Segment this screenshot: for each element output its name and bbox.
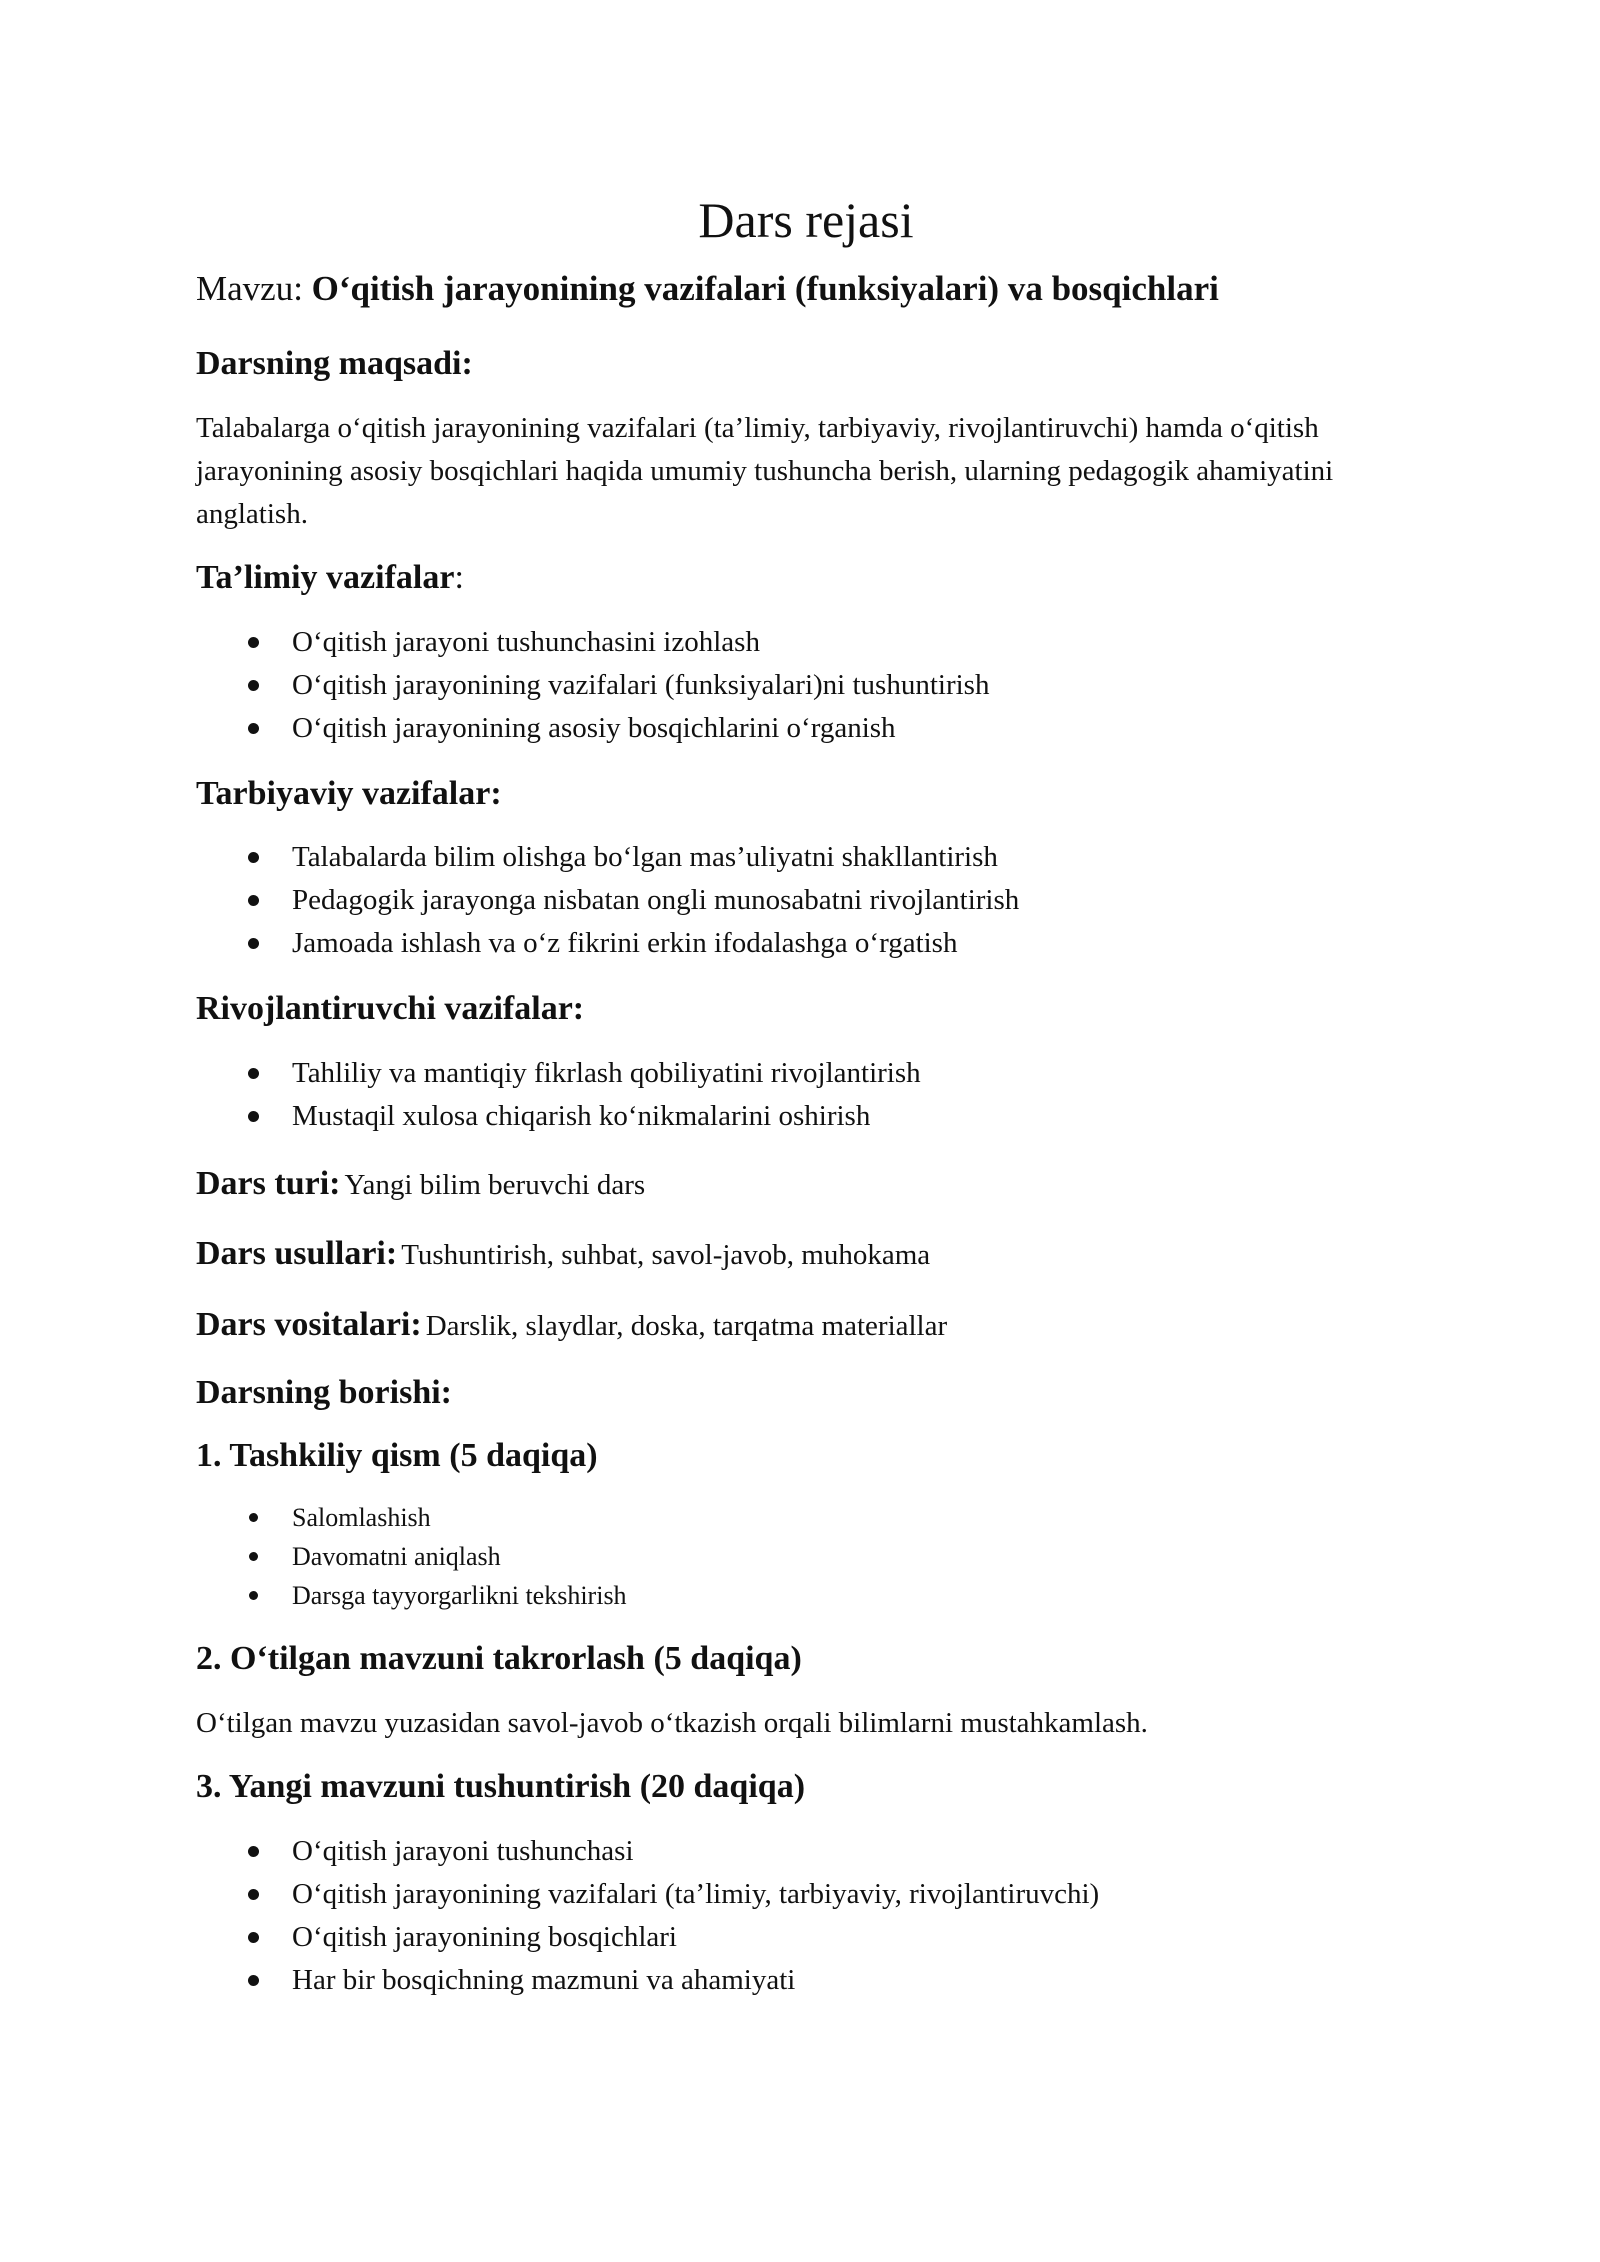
list-item [196, 1576, 1416, 1615]
educational-heading [196, 558, 1416, 599]
list-item [196, 1052, 1416, 1095]
list-item [196, 922, 1416, 965]
list-item-text: Mustaqil xulosa chiqarish ko‘nikmalarini oshirish [292, 1100, 871, 1133]
list-item-text: O‘qitish jarayonining bosqichlari [292, 1920, 677, 1953]
list-item-text: Jamoada ishlash va o‘z fikrini erkin ifodalashga o‘rgatish [292, 927, 958, 960]
step3-list [196, 1830, 1416, 2002]
list-item-text: Davomatni aniqlash [292, 1542, 501, 1572]
lesson-methods-value: Tushuntirish, suhbat, savol-javob, muhokama [401, 1239, 931, 1272]
list-item-text: O‘qitish jarayoni tushunchasi [292, 1834, 634, 1867]
list-item-text: Salomlashish [292, 1503, 431, 1533]
bullet-icon [248, 852, 259, 863]
step1-heading: 1. Tashkiliy qism (5 daqiqa) [196, 1436, 598, 1474]
goal-text: Talabalarga o‘qitish jarayonining vazifalari (ta’limiy, tarbiyaviy, rivojlantiruvchi) hamda o‘qitish jarayonining asosiy bosqichlari haqida umumiy tushuncha berish, ularning pedagogik ahamiyatini anglatish. [196, 411, 1334, 530]
educational-heading-text: Ta’limiy vazifalar [196, 558, 455, 596]
list-item-text: Har bir bosqichning mazmuni va ahamiyati [292, 1963, 796, 1996]
lesson-flow-heading: Darsning borishi: [196, 1373, 452, 1411]
list-item-text: O‘qitish jarayonining vazifalari (ta’limiy, tarbiyaviy, rivojlantiruvchi) [292, 1877, 1100, 1910]
list-item [196, 1873, 1416, 1916]
lesson-tools-row [196, 1303, 1416, 1347]
developmental-list [196, 1052, 1416, 1138]
list-item [196, 707, 1416, 750]
bullet-icon [248, 723, 259, 734]
lesson-tools-value: Darslik, slaydlar, doska, tarqatma materiallar [425, 1309, 948, 1342]
lesson-tools-label: Dars vositalari: [196, 1305, 422, 1343]
list-item-text: O‘qitish jarayoni tushunchasini izohlash [292, 625, 760, 658]
topic-label: Mavzu: [196, 269, 303, 308]
bullet-icon [248, 1932, 259, 1943]
lesson-type-row [196, 1162, 1416, 1206]
bullet-icon [248, 680, 259, 691]
bullet-icon [248, 1068, 259, 1079]
upbringing-heading: Tarbiyaviy vazifalar: [196, 774, 502, 812]
step3-heading: 3. Yangi mavzuni tushuntirish (20 daqiqa) [196, 1768, 806, 1806]
list-item-text: Tahliliy va mantiqiy fikrlash qobiliyatini rivojlantirish [292, 1057, 921, 1090]
bullet-icon [248, 938, 259, 949]
educational-list [196, 621, 1416, 750]
lesson-methods-row [196, 1232, 1416, 1276]
list-item-text: O‘qitish jarayonining asosiy bosqichlarini o‘rganish [292, 711, 896, 744]
list-item [196, 879, 1416, 922]
list-item [196, 1537, 1416, 1576]
list-item [196, 1916, 1416, 1959]
bullet-icon [248, 895, 259, 906]
list-item [196, 664, 1416, 707]
bullet-icon [248, 1846, 259, 1857]
list-item [196, 1959, 1416, 2002]
list-item-text: O‘qitish jarayonining vazifalari (funksiyalari)ni tushuntirish [292, 668, 990, 701]
bullet-icon [248, 637, 259, 648]
step2-text: O‘tilgan mavzu yuzasidan savol-javob o‘tkazish orqali bilimlarni mustahkamlash. [196, 1707, 1148, 1740]
lesson-methods-label: Dars usullari: [196, 1235, 398, 1273]
list-item [196, 836, 1416, 879]
list-item [196, 621, 1416, 664]
list-item-text: Pedagogik jarayonga nisbatan ongli munosabatni rivojlantirish [292, 884, 1020, 917]
upbringing-list [196, 836, 1416, 965]
goal-heading: Darsning maqsadi: [196, 345, 473, 382]
lesson-type-value: Yangi bilim beruvchi dars [344, 1169, 646, 1202]
bullet-icon [249, 1513, 258, 1522]
document-title: Dars rejasi [698, 192, 914, 248]
topic-value: O‘qitish jarayonining vazifalari (funksiyalari) va bosqichlari [311, 269, 1219, 308]
bullet-icon [248, 1975, 259, 1986]
developmental-heading: Rivojlantiruvchi vazifalar: [196, 990, 585, 1028]
list-item-text: Talabalarda bilim olishga bo‘lgan mas’uliyatni shakllantirish [292, 841, 998, 874]
list-item [196, 1830, 1416, 1873]
bullet-icon [248, 1889, 259, 1900]
bullet-icon [249, 1552, 258, 1561]
list-item-text: Darsga tayyorgarlikni tekshirish [292, 1581, 627, 1611]
step1-list [196, 1498, 1416, 1615]
bullet-icon [248, 1111, 259, 1122]
topic-line [196, 268, 1416, 310]
step2-heading: 2. O‘tilgan mavzuni takrorlash (5 daqiqa) [196, 1640, 802, 1678]
list-item [196, 1498, 1416, 1537]
bullet-icon [249, 1591, 258, 1600]
lesson-type-label: Dars turi: [196, 1165, 341, 1203]
list-item [196, 1095, 1416, 1138]
educational-heading-colon: : [454, 558, 464, 596]
document-page [196, 190, 1416, 2026]
